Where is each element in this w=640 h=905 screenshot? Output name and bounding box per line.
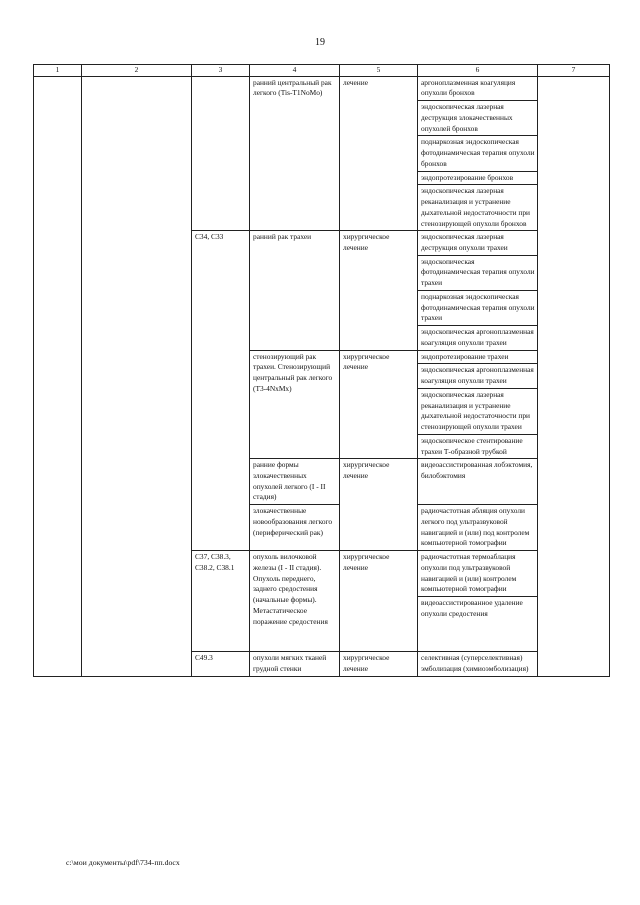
treatment-type-cell: хирургическое лечение xyxy=(340,231,418,350)
diagnosis-cell: ранний рак трахеи xyxy=(250,231,340,350)
diagnosis-cell: стенозирующий рак трахеи. Стенозирующий центральный рак легкого (Т3-4NxMx) xyxy=(250,350,340,459)
diagnosis-cell: опухоль вилочковой железы (I - II стадия). Опухоль переднего, заднего средостения (начальные формы). Метастатическое поражение средостения xyxy=(250,551,340,652)
method-cell: эндопротезирование трахеи xyxy=(418,350,538,364)
method-cell: эндоскопическое стентирование трахеи Т-образной трубкой xyxy=(418,434,538,458)
treatment-type-cell: лечение xyxy=(340,76,418,231)
col2-cell xyxy=(82,76,192,676)
method-cell: радиочастотная термоаблация опухоли под ультразвуковой навигацией и (или) контролем компьютерной томографии xyxy=(418,551,538,597)
diagnosis-cell: опухоли мягких тканей грудной стенки xyxy=(250,652,340,676)
col7-cell xyxy=(538,76,610,676)
col-header-6: 6 xyxy=(418,65,538,77)
treatment-table xyxy=(33,64,610,677)
treatment-type-cell: хирургическое лечение xyxy=(340,350,418,459)
method-cell: радиочастотная абляция опухоли легкого под ультразвуковой навигацией и (или) под контролем компьютерной томографии xyxy=(418,505,538,551)
col1-cell xyxy=(34,76,82,676)
col-header-4: 4 xyxy=(250,65,340,77)
method-cell: эндопротезирование бронхов xyxy=(418,171,538,185)
col-header-1: 1 xyxy=(34,65,82,77)
method-cell: эндоскопическая лазерная деструкция злокачественных опухолей бронхов xyxy=(418,101,538,136)
method-cell: эндоскопическая аргоноплазменная коагуляция опухоли трахеи xyxy=(418,364,538,388)
table-header-row xyxy=(34,65,610,77)
treatment-type-cell: хирургическое лечение xyxy=(340,551,418,652)
method-cell: видеоассистированная лобэктомия, билобэктомия xyxy=(418,459,538,505)
col3-cell xyxy=(192,76,250,231)
method-cell: эндоскопическая фотодинамическая терапия опухоли трахеи xyxy=(418,255,538,290)
method-cell: видеоассистированное удаление опухоли средостения xyxy=(418,597,538,652)
diagnosis-cell: злокачественные новообразования легкого (периферический рак) xyxy=(250,505,340,551)
diagnosis-cell: ранний центральный рак легкого (Tis-T1NoMo) xyxy=(250,76,340,231)
method-cell: селективная (суперселективная) эмболизация (химиоэмболизация) xyxy=(418,652,538,676)
method-cell: поднаркозная эндоскопическая фотодинамическая терапия опухоли бронхов xyxy=(418,136,538,171)
icd-code-cell: С37, С38.3, С38.2, С38.1 xyxy=(192,551,250,652)
icd-code-cell: С49.3 xyxy=(192,652,250,676)
page-number: 19 xyxy=(315,37,325,48)
col-header-3: 3 xyxy=(192,65,250,77)
col-header-2: 2 xyxy=(82,65,192,77)
method-cell: эндоскопическая лазерная реканализация и устранение дыхательной недостаточности при стенозирующей опухоли трахеи xyxy=(418,388,538,434)
treatment-type-cell: хирургическое лечение xyxy=(340,652,418,676)
method-cell: эндоскопическая лазерная реканализация и устранение дыхательной недостаточности при стенозирующей опухоли бронхов xyxy=(418,185,538,231)
method-cell: эндоскопическая лазерная деструкция опухоли трахеи xyxy=(418,231,538,255)
treatment-type-cell: хирургическое лечение xyxy=(340,459,418,551)
icd-code-cell: С34, С33 xyxy=(192,231,250,551)
method-cell: поднаркозная эндоскопическая фотодинамическая терапия опухоли трахеи xyxy=(418,290,538,325)
method-cell: аргоноплазменная коагуляция опухоли бронхов xyxy=(418,76,538,100)
diagnosis-cell: ранние формы злокачественных опухолей легкого (I - II стадия) xyxy=(250,459,340,505)
col-header-7: 7 xyxy=(538,65,610,77)
footer-file-path: c:\мои документы\pdf\734-пп.docx xyxy=(66,858,180,867)
table-row xyxy=(34,76,610,100)
method-cell: эндоскопическая аргоноплазменная коагуляция опухоли трахеи xyxy=(418,326,538,350)
col-header-5: 5 xyxy=(340,65,418,77)
